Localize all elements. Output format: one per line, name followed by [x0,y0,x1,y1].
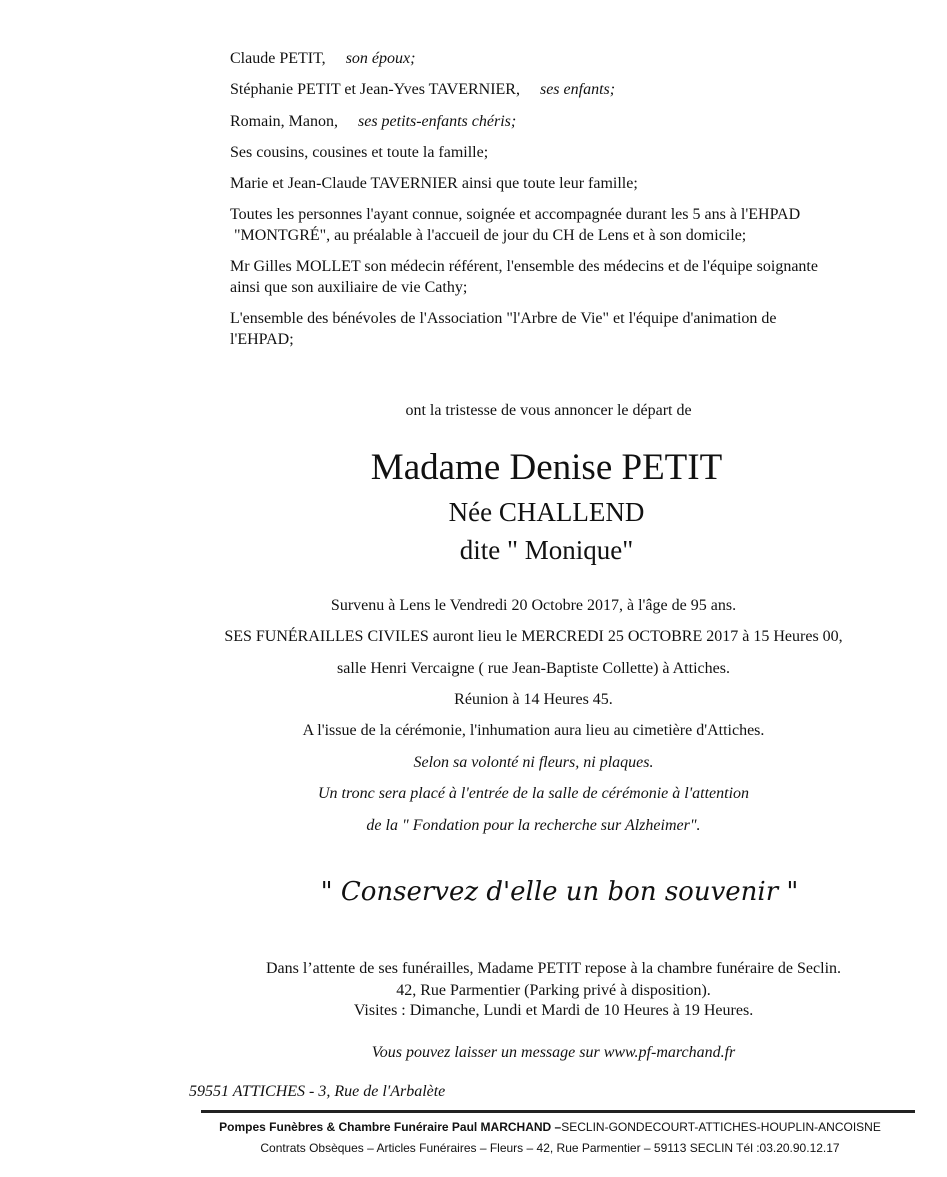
family-line-ehpad-staff [230,204,910,246]
family-relation: ses enfants; [539,81,616,98]
footer-company-name: Pompes Funèbres & Chambre Funéraire Paul MARCHAND – [219,1120,562,1134]
repose-visits: Visites : Dimanche, Lundi et Mardi de 10 Heures à 19 Heures. [353,1002,754,1019]
footer-divider [201,1110,915,1113]
family-line-text: Toutes les personnes l'ayant connue, soignée et accompagnée durant les 5 ans à l'EHPAD [230,206,801,223]
family-line-cousins: Ses cousins, cousines et toute la famille; [230,144,489,161]
family-line-grandchildren [230,111,910,132]
family-name: Claude PETIT, [230,50,326,67]
deceased-name: Madame Denise PETIT [370,447,723,488]
family-line-text: ainsi que son auxiliaire de vie Cathy; [230,279,468,296]
family-line-children [230,79,910,100]
family-address: 59551 ATTICHES - 3, Rue de l'Arbalète [189,1083,446,1100]
family-line-tavernier: Marie et Jean-Claude TAVERNIER ainsi que toute leur famille; [230,175,638,192]
footer-company [200,1120,900,1134]
family-relation: son époux; [345,50,416,67]
family-name: Romain, Manon, [230,113,338,130]
details-donation: Un tronc sera placé à l'entrée de la salle de cérémonie à l'attention [317,785,750,802]
family-relation: ses petits-enfants chéris; [358,113,517,130]
details-burial: A l'issue de la cérémonie, l'inhumation aura lieu au cimetière d'Attiches. [302,722,765,739]
footer-towns: SECLIN-GONDECOURT-ATTICHES-HOUPLIN-ANCOISNE [561,1120,881,1134]
footer-contact: Contrats Obsèques – Articles Funéraires – Fleurs – 42, Rue Parmentier – 59113 SECLIN Tél :03.20.90.12.17 [260,1141,840,1155]
maiden-name: Née CHALLEND [448,497,645,527]
online-message-link[interactable]: Vous pouvez laisser un message sur www.pf-marchand.fr [371,1044,736,1061]
family-name: Stéphanie PETIT et Jean-Yves TAVERNIER, [230,81,520,98]
family-line-text: Mr Gilles MOLLET son médecin référent, l'ensemble des médecins et de l'équipe soignante [230,258,818,275]
family-line-volunteers [230,308,910,350]
details-no-flowers: Selon sa volonté ni fleurs, ni plaques. [413,754,654,771]
family-line-spouse [230,48,910,69]
details-funeral: SES FUNÉRAILLES CIVILES auront lieu le MERCREDI 25 OCTOBRE 2017 à 15 Heures 00, [224,628,843,645]
nickname: dite " Monique" [459,535,634,565]
details-venue: salle Henri Vercaigne ( rue Jean-Baptiste Collette) à Attiches. [337,660,730,677]
repose-address: 42, Rue Parmentier (Parking privé à disposition). [396,982,711,999]
memorial-quote: " Conservez d'elle un bon souvenir " [320,877,799,907]
repose-location: Dans l’attente de ses funérailles, Madame PETIT repose à la chambre funéraire de Seclin. [265,960,842,977]
family-line-text: L'ensemble des bénévoles de l'Association "l'Arbre de Vie" et l'équipe d'animation de [230,310,777,327]
announcement-intro: ont la tristesse de vous annoncer le départ de [405,402,692,419]
family-line-doctor [230,256,910,298]
family-line-text: l'EHPAD; [230,331,294,348]
details-death: Survenu à Lens le Vendredi 20 Octobre 2017, à l'âge de 95 ans. [330,597,737,614]
details-foundation: de la " Fondation pour la recherche sur Alzheimer". [366,817,701,834]
details-meeting: Réunion à 14 Heures 45. [454,691,613,708]
family-line-text: "MONTGRÉ", au préalable à l'accueil de jour du CH de Lens et à son domicile; [230,227,747,244]
